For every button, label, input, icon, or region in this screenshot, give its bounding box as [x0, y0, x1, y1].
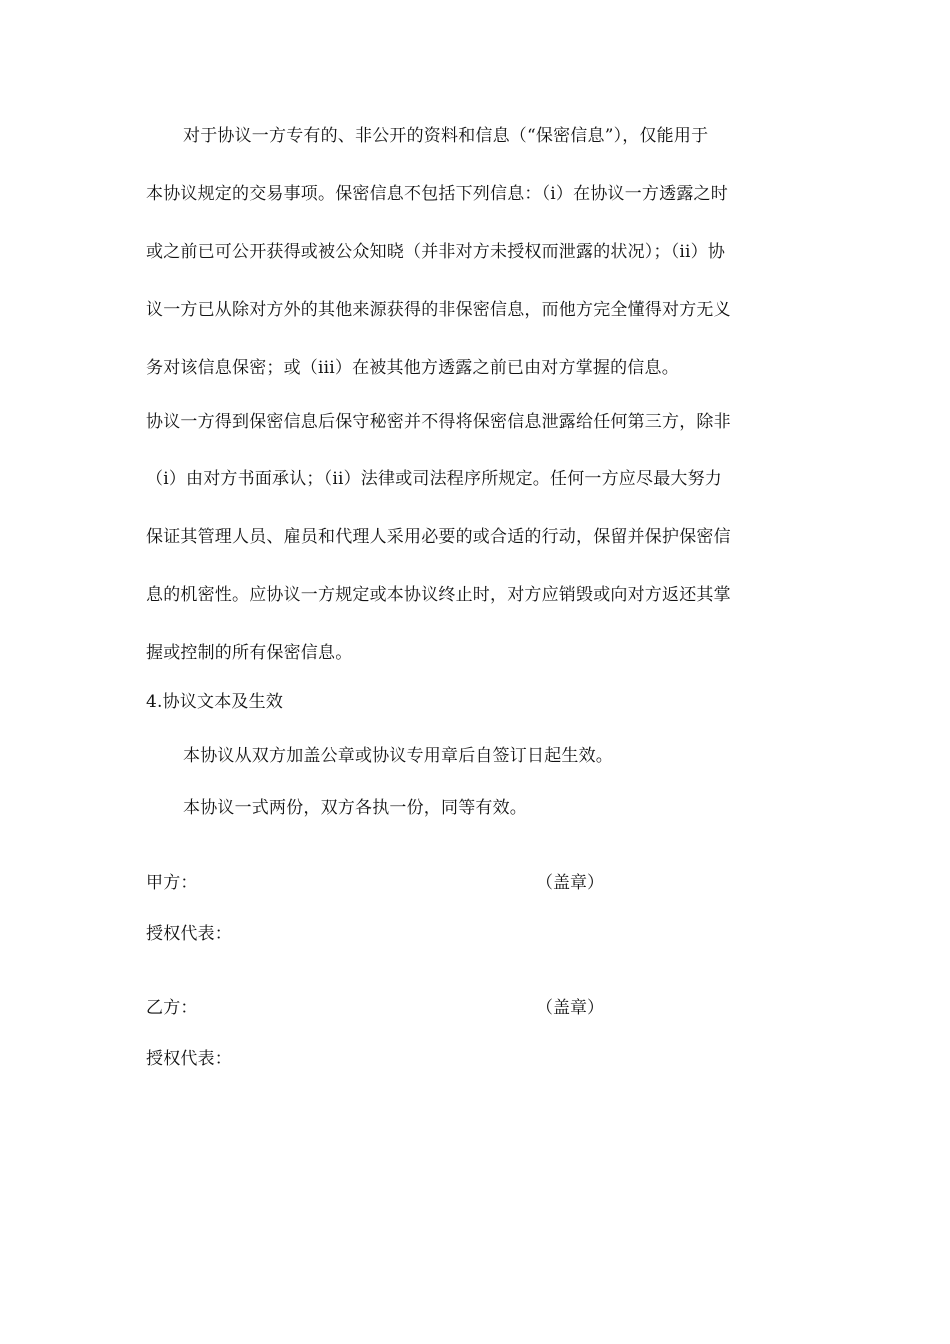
party-b-seal: （盖章） [536, 998, 604, 1018]
paragraph-line: 本协议一式两份，双方各执一份，同等有效。 [183, 798, 527, 818]
paragraph-line: 本协议规定的交易事项。保密信息不包括下列信息：（i）在协议一方透露之时 [146, 184, 728, 204]
party-b-representative: 授权代表： [146, 1049, 232, 1069]
party-a-label: 甲方： [146, 873, 198, 893]
paragraph-line: 议一方已从除对方外的其他来源获得的非保密信息，而他方完全懂得对方无义 [146, 300, 731, 320]
paragraph-line: 息的机密性。应协议一方规定或本协议终止时，对方应销毁或向对方返还其掌 [146, 585, 731, 605]
party-a-seal: （盖章） [536, 873, 604, 893]
paragraph-line: 握或控制的所有保密信息。 [146, 643, 353, 663]
paragraph-line: 本协议从双方加盖公章或协议专用章后自签订日起生效。 [183, 746, 613, 766]
party-a-representative: 授权代表： [146, 924, 232, 944]
paragraph-line: 保证其管理人员、雇员和代理人采用必要的或合适的行动，保留并保护保密信 [146, 527, 731, 547]
paragraph-line: 对于协议一方专有的、非公开的资料和信息（“保密信息”），仅能用于 [183, 126, 709, 146]
party-b-label: 乙方： [146, 998, 198, 1018]
paragraph-line: 协议一方得到保密信息后保守秘密并不得将保密信息泄露给任何第三方，除非 [146, 412, 731, 432]
section-heading: 4.协议文本及生效 [146, 692, 284, 712]
paragraph-line: 或之前已可公开获得或被公众知晓（并非对方未授权而泄露的状况）；（ii）协 [146, 242, 726, 262]
paragraph-line: （i）由对方书面承认；（ii）法律或司法程序所规定。任何一方应尽最大努力 [146, 469, 723, 489]
paragraph-line: 务对该信息保密；或（iii）在被其他方透露之前已由对方掌握的信息。 [146, 358, 679, 378]
